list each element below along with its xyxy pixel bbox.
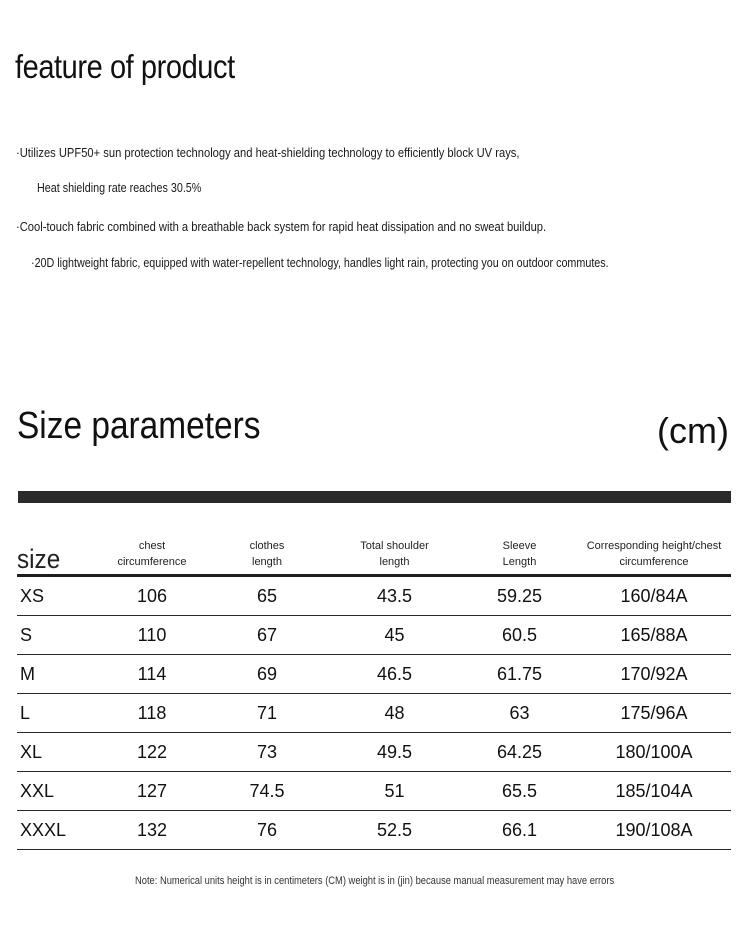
cell-chest: 118 xyxy=(97,694,207,733)
cell-height: 185/104A xyxy=(577,772,731,811)
cell-sleeve: 59.25 xyxy=(462,576,577,616)
cell-height: 190/108A xyxy=(577,811,731,850)
cell-height: 165/88A xyxy=(577,616,731,655)
cell-sleeve: 60.5 xyxy=(462,616,577,655)
cell-shoulder: 48 xyxy=(327,694,462,733)
cell-height: 175/96A xyxy=(577,694,731,733)
cell-shoulder: 43.5 xyxy=(327,576,462,616)
table-row xyxy=(17,733,731,772)
cell-sleeve: 63 xyxy=(462,694,577,733)
cell-chest: 106 xyxy=(97,576,207,616)
cell-size: XL xyxy=(17,733,97,772)
cell-chest: 110 xyxy=(97,616,207,655)
cell-size: XXL xyxy=(17,772,97,811)
table-row xyxy=(17,694,731,733)
cell-shoulder: 52.5 xyxy=(327,811,462,850)
header-shoulder-length: Total shoulder length xyxy=(327,528,462,576)
cell-sleeve: 65.5 xyxy=(462,772,577,811)
header-clothes-length: clothes length xyxy=(207,528,327,576)
feature-line-cool-touch: ·Cool-touch fabric combined with a breathable back system for rapid heat dissipation and no sweat buildup. xyxy=(16,219,547,234)
cell-length: 76 xyxy=(207,811,327,850)
header-chest: chest circumference xyxy=(97,528,207,576)
header-height-chest: Corresponding height/chest circumference xyxy=(577,528,731,576)
table-header-row xyxy=(17,528,731,576)
table-row xyxy=(17,772,731,811)
cell-height: 160/84A xyxy=(577,576,731,616)
cell-shoulder: 45 xyxy=(327,616,462,655)
cell-shoulder: 46.5 xyxy=(327,655,462,694)
cell-size: XXXL xyxy=(17,811,97,850)
cell-length: 71 xyxy=(207,694,327,733)
feature-line-uv: ·Utilizes UPF50+ sun protection technology and heat-shielding technology to efficiently block UV rays, xyxy=(16,145,520,160)
unit-label: (cm) xyxy=(657,410,729,451)
table-row xyxy=(17,811,731,850)
header-sleeve-length: Sleeve Length xyxy=(462,528,577,576)
table-row xyxy=(17,655,731,694)
cell-size: M xyxy=(17,655,97,694)
size-table xyxy=(17,528,731,850)
cell-chest: 132 xyxy=(97,811,207,850)
cell-size: XS xyxy=(17,576,97,616)
size-parameters-title: Size parameters xyxy=(17,405,261,447)
cell-chest: 122 xyxy=(97,733,207,772)
header-size: size xyxy=(17,528,89,576)
cell-length: 73 xyxy=(207,733,327,772)
measurement-note: Note: Numerical units height is in centimeters (CM) weight is in (jin) because manual measurement may have errors xyxy=(135,875,615,887)
cell-size: S xyxy=(17,616,97,655)
cell-length: 67 xyxy=(207,616,327,655)
cell-length: 74.5 xyxy=(207,772,327,811)
cell-chest: 114 xyxy=(97,655,207,694)
cell-sleeve: 61.75 xyxy=(462,655,577,694)
table-top-bar xyxy=(18,491,731,503)
cell-chest: 127 xyxy=(97,772,207,811)
feature-title: feature of product xyxy=(15,48,235,85)
cell-shoulder: 51 xyxy=(327,772,462,811)
table-row xyxy=(17,576,731,616)
cell-shoulder: 49.5 xyxy=(327,733,462,772)
table-row xyxy=(17,616,731,655)
cell-length: 65 xyxy=(207,576,327,616)
cell-sleeve: 64.25 xyxy=(462,733,577,772)
cell-height: 170/92A xyxy=(577,655,731,694)
cell-size: L xyxy=(17,694,97,733)
cell-sleeve: 66.1 xyxy=(462,811,577,850)
feature-line-lightweight: ·20D lightweight fabric, equipped with water-repellent technology, handles light rain, protecting you on outdoor commutes. xyxy=(31,256,609,270)
cell-height: 180/100A xyxy=(577,733,731,772)
cell-length: 69 xyxy=(207,655,327,694)
feature-line-heat-rate: Heat shielding rate reaches 30.5% xyxy=(37,181,202,195)
